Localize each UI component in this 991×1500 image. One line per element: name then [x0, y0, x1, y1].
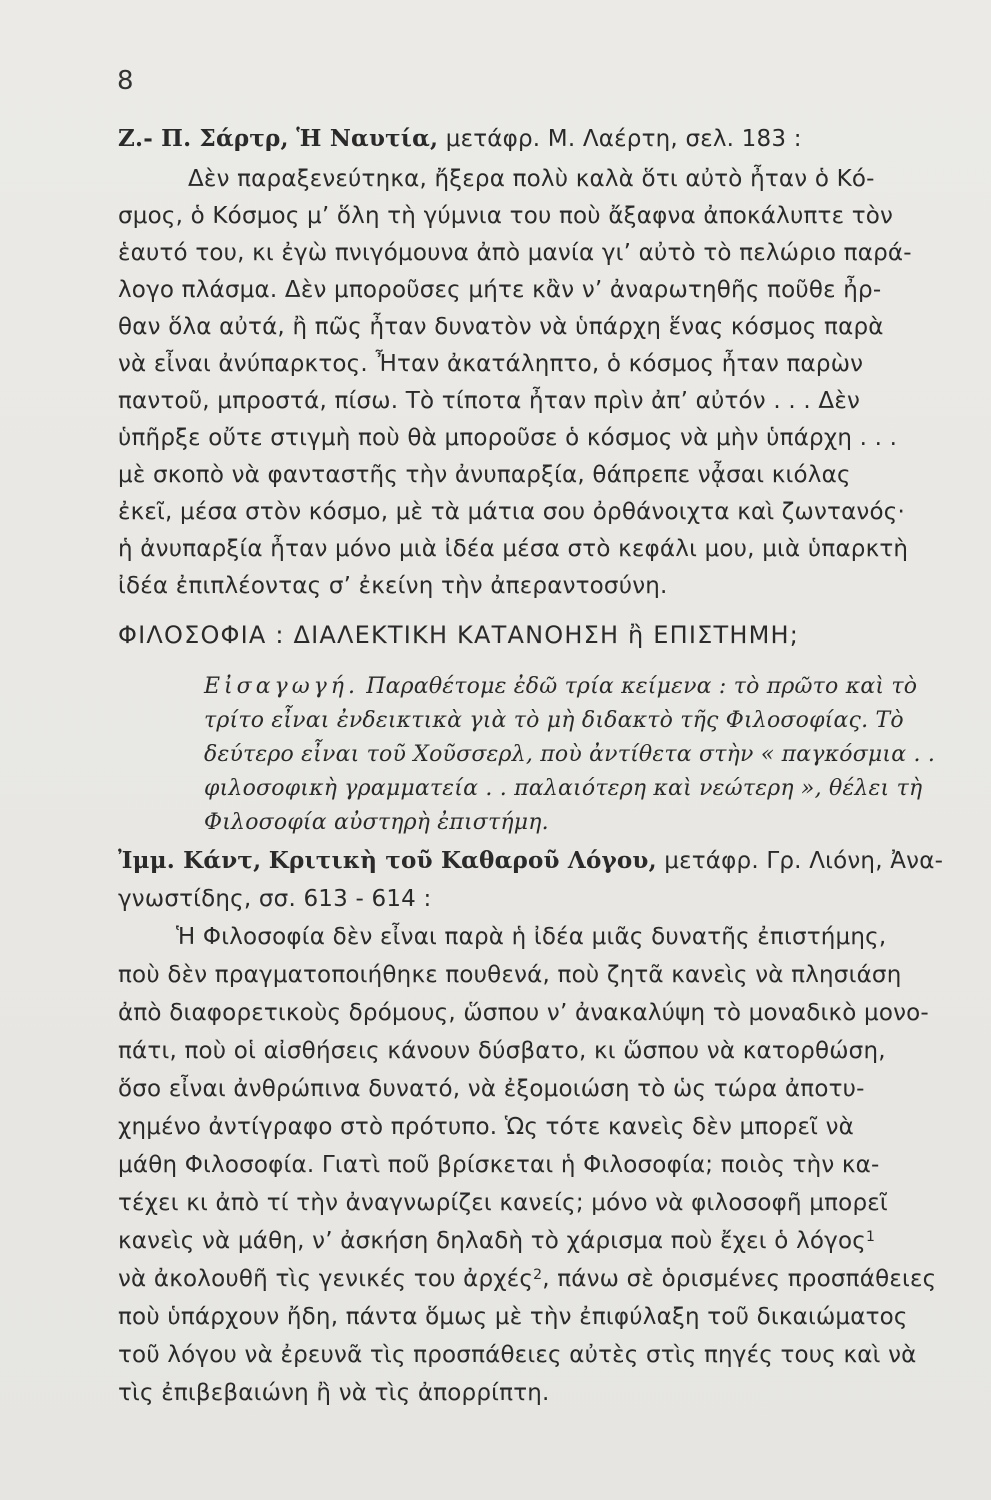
ref-work: Ἡ Ναυτία,: [296, 125, 439, 152]
text-line: ποὺ ὑπάρχουν ἤδη, πάντα ὅμως μὲ τὴν ἐπιφύλαξη τοῦ δικαιώματος: [118, 1304, 908, 1330]
sartre-reference: [118, 124, 802, 154]
footnote-marker: 2: [533, 1267, 543, 1283]
intro-line: δεύτερο εἶναι τοῦ Χοῦσσερλ, ποὺ ἀντίθετα στὴν « παγκόσμια . .: [204, 742, 936, 767]
ref-author: Ζ.- Π. Σάρτρ,: [118, 125, 289, 152]
text-line-with-footnote: [118, 1264, 936, 1294]
text-line: ὅσο εἶναι ἀνθρώπινα δυνατό, νὰ ἐξομοιώση τὸ ὡς τώρα ἀποτυ-: [118, 1076, 865, 1102]
text-line: τοῦ λόγου νὰ ἐρευνᾶ τὶς προσπάθειες αὐτὲς στὶς πηγές τους καὶ νὰ: [118, 1342, 917, 1368]
text-line: μάθη Φιλοσοφία. Γιατὶ ποῦ βρίσκεται ἡ Φιλοσοφία; ποιὸς τὴν κα-: [118, 1152, 880, 1178]
text-line: ἡ ἀνυπαρξία ἦταν μόνο μιὰ ἰδέα μέσα στὸ κεφάλι μου, μιὰ ὑπαρκτὴ: [118, 536, 909, 562]
text-line: χημένο ἀντίγραφο στὸ πρότυπο. Ὡς τότε κανεὶς δὲν μπορεῖ νὰ: [118, 1114, 854, 1140]
kant-reference: [118, 846, 943, 876]
intro-label: Εἰσαγωγή.: [204, 674, 359, 699]
intro-line: Φιλοσοφία αὐστηρὴ ἐπιστήμη.: [204, 810, 549, 835]
text-line: σμος, ὁ Κόσμος μ’ ὅλη τὴ γύμνια του ποὺ ἄξαφνα ἀποκάλυπτε τὸν: [118, 203, 894, 229]
text-line: ἑαυτό του, κι ἐγὼ πνιγόμουνα ἀπὸ μανία γι’ αὐτὸ τὸ πελώριο παρά-: [118, 240, 912, 266]
text-line: Δὲν παραξενεύτηκα, ἤξερα πολὺ καλὰ ὅτι αὐτὸ ἦταν ὁ Κό-: [188, 166, 875, 192]
text-segment: , πάνω σὲ ὁρισμένες προσπάθειες: [542, 1266, 937, 1292]
footnote-marker: 1: [865, 1229, 876, 1245]
intro-text: Παραθέτομε ἐδῶ τρία κείμενα : τὸ πρῶτο καὶ τὸ: [366, 674, 918, 699]
page-number: 8: [117, 66, 134, 96]
section-heading: ΦΙΛΟΣΟΦΙΑ : ΔΙΑΛΕΚΤΙΚΗ ΚΑΤΑΝΟΗΣΗ ἢ ΕΠΙΣΤΗΜΗ;: [118, 621, 800, 649]
text-line: ἀπὸ διαφορετικοὺς δρόμους, ὥσπου ν’ ἀνακαλύψη τὸ μοναδικὸ μονο-: [118, 1000, 929, 1026]
ref-details: μετάφρ. Μ. Λαέρτη, σελ. 183 :: [445, 126, 802, 152]
text-line: ποὺ δὲν πραγματοποιήθηκε πουθενά, ποὺ ζητᾶ κανεὶς νὰ πλησιάση: [118, 962, 902, 988]
text-line: ὑπῆρξε οὔτε στιγμὴ ποὺ θὰ μποροῦσε ὁ κόσμος νὰ μὴν ὑπάρχη . . .: [118, 425, 898, 451]
intro-first-line: [204, 672, 917, 702]
ref-author: Ἰμμ. Κάντ,: [118, 847, 262, 874]
text-line: νὰ εἶναι ἀνύπαρκτος. Ἦταν ἀκατάληπτο, ὁ κόσμος ἦταν παρὼν: [118, 351, 864, 377]
text-line: παντοῦ, μπροστά, πίσω. Τὸ τίποτα ἦταν πρὶν ἀπ’ αὐτόν . . . Δὲν: [118, 388, 861, 414]
intro-line: φιλοσοφικὴ γραμματεία . . παλαιότερη καὶ νεώτερη », θέλει τὴ: [204, 776, 923, 801]
kant-reference-line2: γνωστίδης, σσ. 613 - 614 :: [118, 886, 432, 912]
text-line: θαν ὅλα αὐτά, ἢ πῶς ἦταν δυνατὸν νὰ ὑπάρχη ἕνας κόσμος παρὰ: [118, 314, 884, 340]
text-segment: κανεὶς νὰ μάθη, ν’ ἀσκήση δηλαδὴ τὸ χάρισμα ποὺ ἔχει ὁ λόγος: [118, 1228, 866, 1254]
text-line: Ἡ Φιλοσοφία δὲν εἶναι παρὰ ἡ ἰδέα μιᾶς δυνατῆς ἐπιστήμης,: [176, 924, 887, 950]
text-line: πάτι, ποὺ οἱ αἰσθήσεις κάνουν δύσβατο, κι ὥσπου νὰ κατορθώση,: [118, 1038, 886, 1064]
text-segment: νὰ ἀκολουθῆ τὶς γενικές του ἀρχές: [118, 1266, 534, 1292]
text-line: λογο πλάσμα. Δὲν μποροῦσες μήτε κἂν ν’ ἀναρωτηθῆς ποῦθε ἦρ-: [118, 277, 882, 303]
ref-details: μετάφρ. Γρ. Λιόνη, Ἀνα-: [664, 848, 944, 874]
intro-line: τρίτο εἶναι ἐνδεικτικὰ γιὰ τὸ μὴ διδακτὸ τῆς Φιλοσοφίας. Τὸ: [204, 708, 904, 733]
text-line: ἰδέα ἐπιπλέοντας σ’ ἐκείνη τὴν ἀπεραντοσύνη.: [118, 573, 668, 599]
text-line: τὶς ἐπιβεβαιώνη ἢ νὰ τὶς ἀπορρίπτη.: [118, 1380, 550, 1406]
ref-work: Κριτικὴ τοῦ Καθαροῦ Λόγου,: [268, 847, 657, 874]
text-line: μὲ σκοπὸ νὰ φανταστῆς τὴν ἀνυπαρξία, θάπρεπε νᾆσαι κιόλας: [118, 462, 851, 488]
text-line-with-footnote: [118, 1226, 875, 1256]
text-line: τέχει κι ἀπὸ τί τὴν ἀναγνωρίζει κανείς; μόνο νὰ φιλοσοφῆ μπορεῖ: [118, 1190, 888, 1216]
text-line: ἐκεῖ, μέσα στὸν κόσμο, μὲ τὰ μάτια σου ὀρθάνοιχτα καὶ ζωντανός·: [118, 499, 905, 525]
